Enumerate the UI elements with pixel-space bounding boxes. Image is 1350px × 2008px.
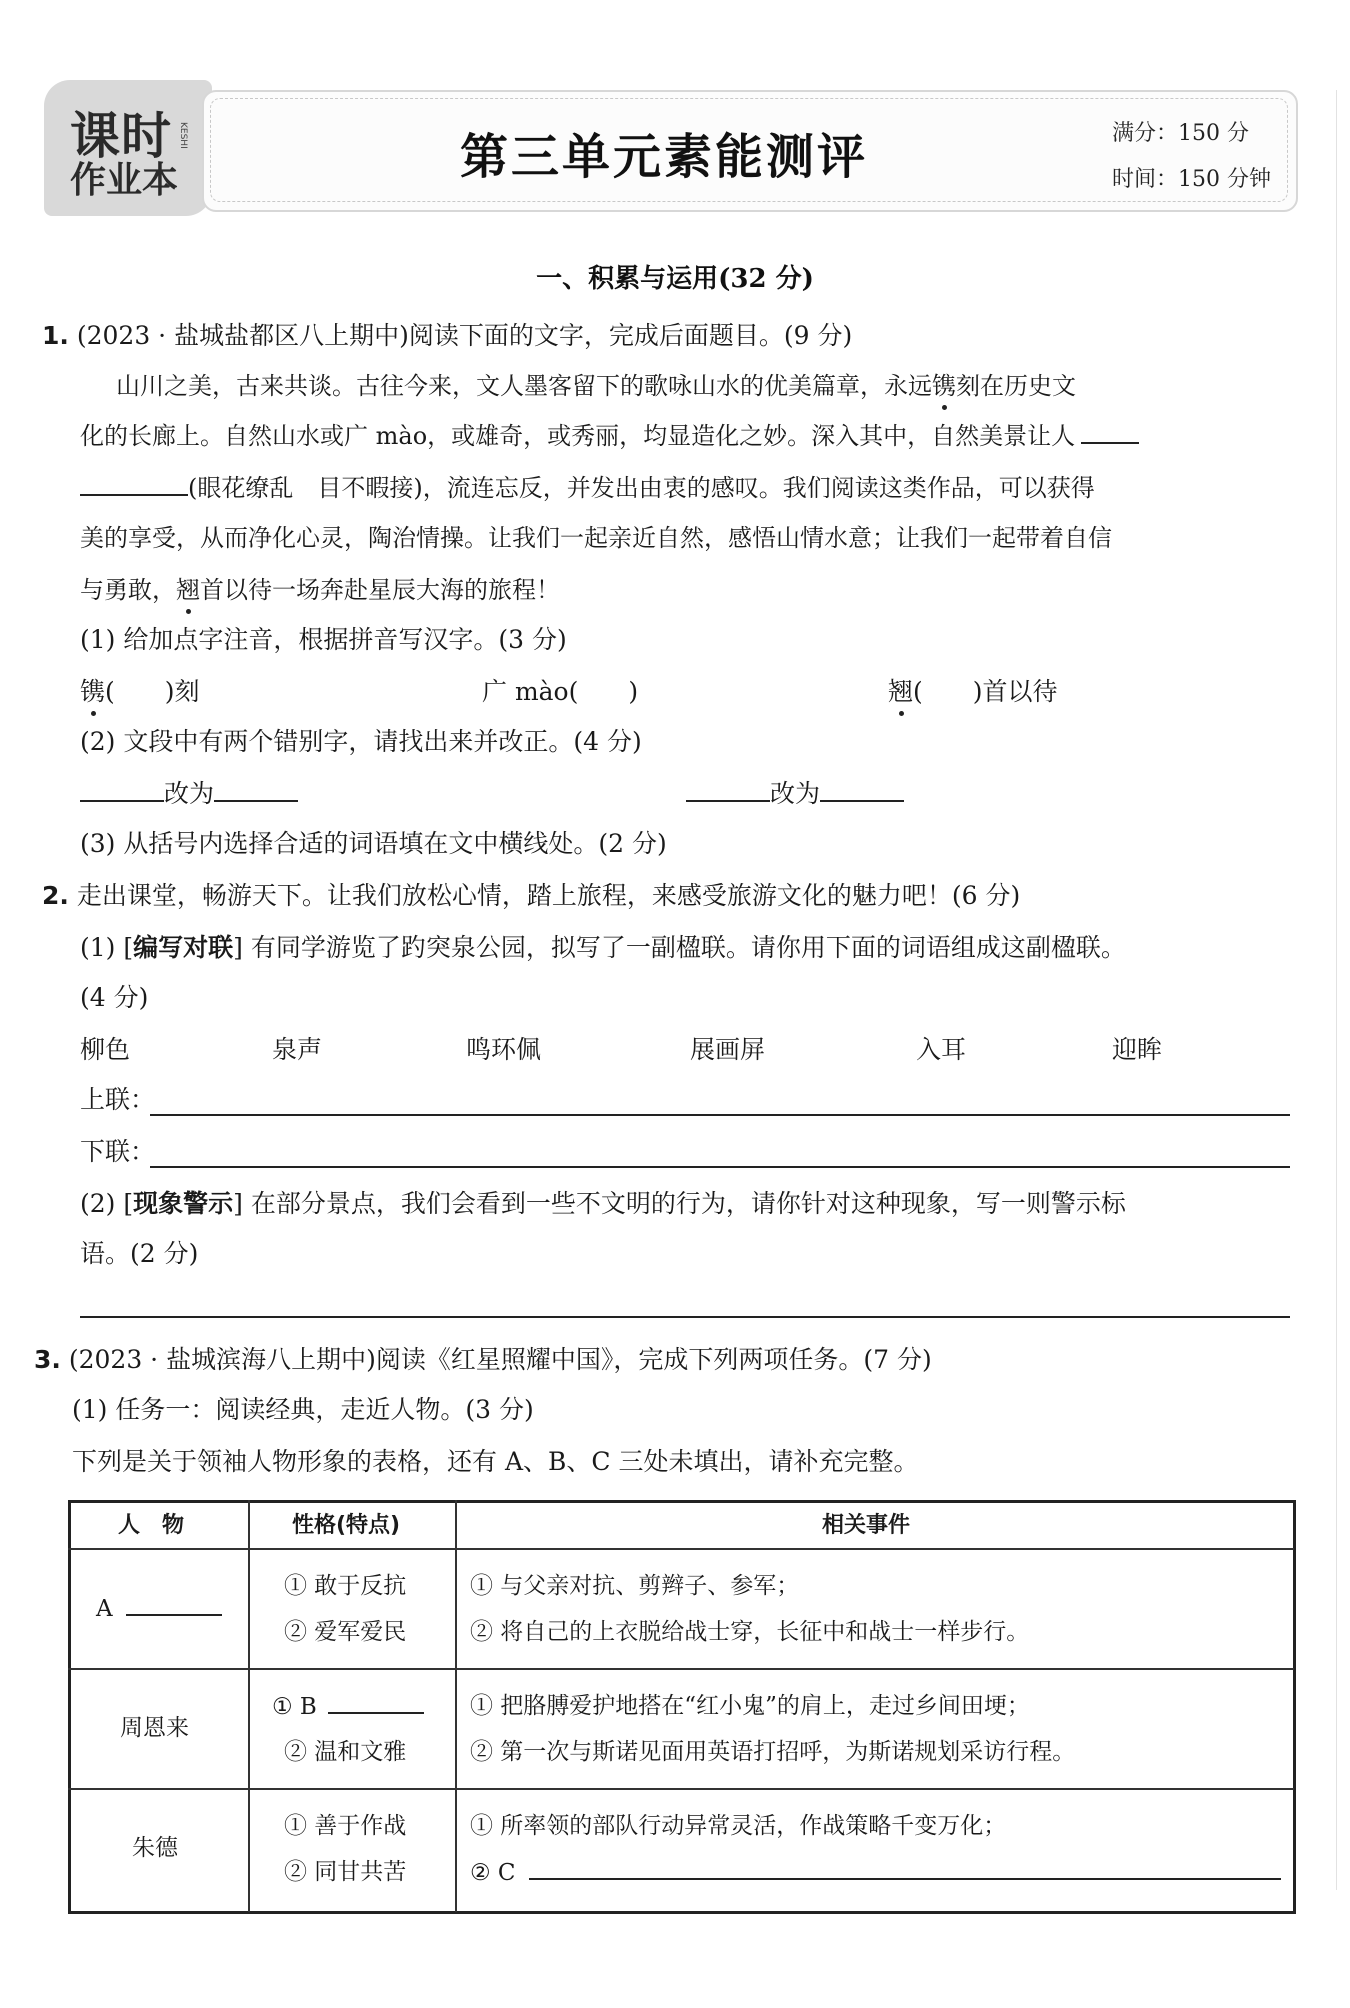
q1-passage-text: 与勇敢， bbox=[80, 576, 176, 604]
dotted-char: 翘 bbox=[176, 572, 200, 608]
table-divider bbox=[455, 1500, 457, 1912]
table-row-person: 周恩来 bbox=[120, 1715, 189, 1741]
dotted-char: 翘 bbox=[888, 674, 913, 710]
q1-passage-text: (眼花缭乱 目不暇接)，流连忘反，并发出由衷的感叹。我们阅读这类作品，可以获得 bbox=[188, 474, 1095, 502]
q1-intro-text: (2023 · 盐城盐都区八上期中)阅读下面的文字，完成后面题目。(9 分) bbox=[76, 321, 853, 350]
q2-intro bbox=[42, 878, 1020, 914]
table-divider bbox=[68, 1668, 1294, 1670]
table-header-person: 人 物 bbox=[118, 1513, 185, 1538]
q1-passage-line1 bbox=[116, 368, 1076, 404]
q2-number: 2. bbox=[42, 881, 69, 910]
event-label: ② C bbox=[470, 1860, 516, 1886]
change-to-label: 改为 bbox=[164, 779, 215, 808]
person-label: A bbox=[96, 1596, 113, 1622]
task-tag: 现象警示 bbox=[133, 1189, 234, 1218]
q3-intro bbox=[34, 1342, 932, 1378]
q1-correction-1 bbox=[80, 776, 298, 812]
word-option: 入耳 bbox=[916, 1035, 967, 1064]
word-option: 柳色 bbox=[80, 1035, 131, 1064]
section-title: 一、积累与运用(32 分) bbox=[536, 264, 814, 294]
dotted-char: 镌 bbox=[80, 674, 105, 710]
table-header-events: 相关事件 bbox=[822, 1513, 911, 1538]
q2-sub2 bbox=[80, 1186, 1126, 1222]
full-score: 满分：150 分 bbox=[1112, 121, 1249, 146]
q2-sub1-score: (4 分) bbox=[80, 983, 149, 1012]
q3-intro-text: (2023 · 盐城滨海八上期中)阅读《红星照耀中国》，完成下列两项任务。(7 分) bbox=[68, 1345, 932, 1374]
lower-couplet-label: 下联： bbox=[80, 1137, 156, 1166]
task-tag: 编写对联 bbox=[133, 933, 234, 962]
q1-sub1-item-c[interactable] bbox=[888, 674, 1058, 710]
q1-passage-text: 刻在历史文 bbox=[956, 372, 1076, 400]
table-row-trait bbox=[272, 1690, 424, 1723]
upper-couplet-line[interactable] bbox=[150, 1114, 1290, 1116]
answer-paren: ( )刻 bbox=[105, 677, 200, 706]
q1-sub2: (2) 文段中有两个错别字，请找出来并改正。(4 分) bbox=[80, 727, 642, 756]
fill-blank-b[interactable] bbox=[328, 1690, 424, 1714]
fill-blank-a[interactable] bbox=[126, 1592, 222, 1616]
table-row-event: ① 把胳膊爱护地搭在“红小鬼”的肩上，走过乡间田埂； bbox=[470, 1693, 1030, 1719]
lower-couplet-line[interactable] bbox=[150, 1166, 1290, 1168]
table-row-trait: ② 爱军爱民 bbox=[284, 1619, 407, 1645]
q1-passage-text: 山川之美，古来共谈。古往今来，文人墨客留下的歌咏山水的优美篇章，永远 bbox=[116, 372, 932, 400]
q1-passage-text: 化的长廊上。自然山水或广 mào，或雄奇，或秀丽，均显造化之妙。深入其中，自然美景让人 bbox=[80, 422, 1076, 450]
table-row-trait: ① 善于作战 bbox=[284, 1813, 407, 1839]
word-option: 展画屏 bbox=[690, 1035, 766, 1064]
trait-label: ① B bbox=[272, 1694, 317, 1720]
bracket: (2) [ bbox=[80, 1189, 134, 1218]
upper-couplet-label: 上联： bbox=[80, 1085, 156, 1114]
logo-text-bottom: 作业本 bbox=[70, 160, 179, 201]
table-row-event: ② 第一次与斯诺见面用英语打招呼，为斯诺规划采访行程。 bbox=[470, 1739, 1076, 1765]
page-title: 第三单元素能测评 bbox=[460, 129, 869, 185]
table-row-trait: ② 同甘共苦 bbox=[284, 1859, 407, 1885]
page-edge-line bbox=[1336, 90, 1337, 1890]
q1-sub3: (3) 从括号内选择合适的词语填在文中横线处。(2 分) bbox=[80, 829, 667, 858]
fill-blank[interactable] bbox=[1081, 418, 1139, 444]
table-row-event: ② 将自己的上衣脱给战士穿，长征中和战士一样步行。 bbox=[470, 1619, 1030, 1645]
table-divider bbox=[68, 1788, 1294, 1790]
table-header-traits: 性格(特点) bbox=[292, 1513, 401, 1538]
q2-sub1 bbox=[80, 930, 1126, 966]
q2-intro-text: 走出课堂，畅游天下。让我们放松心情，踏上旅程，来感受旅游文化的魅力吧！(6 分) bbox=[76, 881, 1021, 910]
time-limit: 时间：150 分钟 bbox=[1112, 167, 1271, 192]
change-to-label: 改为 bbox=[770, 779, 821, 808]
bracket: (1) [ bbox=[80, 933, 134, 962]
q2-sub2-continued: 语。(2 分) bbox=[80, 1239, 199, 1268]
word-option: 泉声 bbox=[272, 1035, 323, 1064]
q3-task1-desc: 下列是关于领袖人物形象的表格，还有 A、B、C 三处未填出，请补充完整。 bbox=[72, 1447, 919, 1476]
q1-sub1-item-b[interactable]: 广 mào( ) bbox=[482, 677, 639, 706]
q1-passage-line5 bbox=[80, 572, 560, 608]
dotted-char: 镌 bbox=[932, 368, 956, 404]
q2-sub1-text: ] 有同学游览了趵突泉公园，拟写了一副楹联。请你用下面的词语组成这副楹联。 bbox=[233, 933, 1126, 962]
q3-number: 3. bbox=[34, 1345, 61, 1374]
answer-paren: ( )首以待 bbox=[913, 677, 1058, 706]
word-option: 迎眸 bbox=[1112, 1035, 1163, 1064]
fill-blank[interactable] bbox=[80, 470, 188, 496]
q1-passage-line2 bbox=[80, 418, 1139, 454]
slogan-answer-line[interactable] bbox=[80, 1316, 1290, 1318]
fill-blank[interactable] bbox=[686, 776, 770, 802]
table-row-event bbox=[470, 1856, 1281, 1889]
word-option: 鸣环佩 bbox=[466, 1035, 542, 1064]
q1-passage-line4: 美的享受，从而净化心灵，陶治情操。让我们一起亲近自然，感悟山情水意；让我们一起带着自信 bbox=[80, 524, 1112, 552]
q1-number: 1. bbox=[42, 321, 69, 350]
table-row-event: ① 所率领的部队行动异常灵活，作战策略千变万化； bbox=[470, 1813, 1007, 1839]
logo-text-top: 课时 bbox=[70, 107, 172, 165]
table-row-event: ① 与父亲对抗、剪辫子、参军； bbox=[470, 1573, 800, 1599]
table-row-person: 朱德 bbox=[132, 1835, 178, 1861]
table-row-trait: ① 敢于反抗 bbox=[284, 1573, 407, 1599]
q1-sub1: (1) 给加点字注音，根据拼音写汉字。(3 分) bbox=[80, 625, 567, 654]
fill-blank[interactable] bbox=[214, 776, 298, 802]
q1-correction-2 bbox=[686, 776, 904, 812]
q1-passage-line3 bbox=[80, 470, 1095, 506]
q2-sub2-text: ] 在部分景点，我们会看到一些不文明的行为，请你针对这种现象，写一则警示标 bbox=[233, 1189, 1126, 1218]
table-row-person bbox=[96, 1592, 222, 1625]
q1-sub1-item-a[interactable] bbox=[80, 674, 200, 710]
logo-subtext: KESHI bbox=[178, 122, 188, 149]
table-divider bbox=[68, 1548, 1294, 1550]
table-divider bbox=[248, 1500, 250, 1912]
fill-blank[interactable] bbox=[80, 776, 164, 802]
q1-passage-text: 首以待一场奔赴星辰大海的旅程！ bbox=[200, 576, 560, 604]
q3-task1: (1) 任务一：阅读经典，走近人物。(3 分) bbox=[72, 1395, 534, 1424]
fill-blank-c[interactable] bbox=[529, 1856, 1281, 1880]
q1-intro bbox=[42, 318, 852, 354]
table-row-trait: ② 温和文雅 bbox=[284, 1739, 407, 1765]
fill-blank[interactable] bbox=[820, 776, 904, 802]
